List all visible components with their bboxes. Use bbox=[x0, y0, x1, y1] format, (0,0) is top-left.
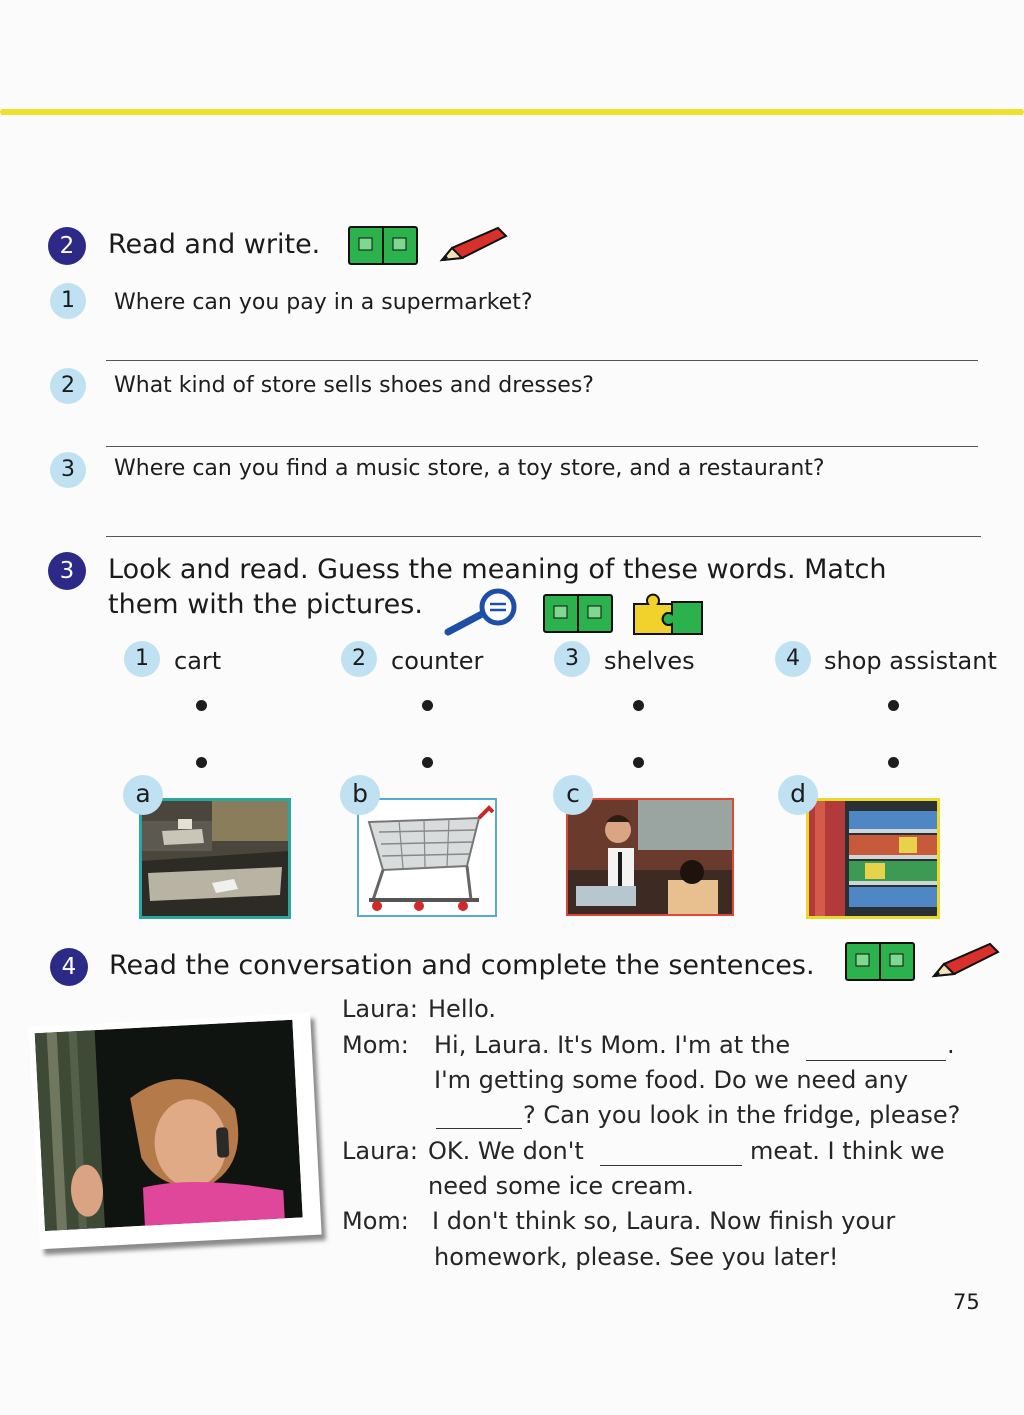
picture-d-shelves-photo bbox=[806, 798, 940, 919]
word-4-text: shop assistant bbox=[824, 647, 997, 675]
word-1-number: 1 bbox=[124, 641, 160, 677]
picture-d-label: d bbox=[778, 775, 818, 815]
picture-b-label: b bbox=[340, 775, 380, 815]
match-dot-word-3[interactable] bbox=[633, 700, 644, 711]
line-1-text: Hello. bbox=[428, 995, 497, 1023]
pencil-icon bbox=[436, 222, 510, 266]
speaker-laura-2: Laura: bbox=[342, 1137, 418, 1165]
blank-1[interactable] bbox=[806, 1042, 946, 1061]
word-4-number: 4 bbox=[775, 641, 811, 677]
word-2-number: 2 bbox=[341, 641, 377, 677]
match-dot-picture-a[interactable] bbox=[196, 757, 207, 768]
exercise-4-number: 4 bbox=[50, 948, 88, 986]
speaker-mom-2: Mom: bbox=[342, 1207, 409, 1235]
match-dot-picture-d[interactable] bbox=[888, 757, 899, 768]
picture-c-shop-assistant-photo bbox=[566, 798, 734, 916]
picture-a-counter-photo bbox=[139, 798, 291, 919]
book-icon bbox=[347, 224, 419, 266]
blank-2[interactable] bbox=[436, 1110, 522, 1129]
line-8-text: homework, please. See you later! bbox=[434, 1243, 839, 1271]
picture-c-label: c bbox=[553, 775, 593, 815]
word-1-text: cart bbox=[174, 647, 222, 675]
question-2-number: 2 bbox=[50, 368, 86, 404]
word-2-text: counter bbox=[391, 647, 484, 675]
girl-on-phone-photo bbox=[28, 1013, 321, 1249]
exercise-3-title-line-1: Look and read. Guess the meaning of these words. Match bbox=[108, 554, 887, 585]
line-2-end: . bbox=[947, 1031, 955, 1059]
match-dot-picture-b[interactable] bbox=[422, 757, 433, 768]
magnifier-icon bbox=[442, 588, 526, 638]
picture-b-cart-photo bbox=[357, 798, 497, 917]
question-1-number: 1 bbox=[50, 283, 86, 319]
word-3-text: shelves bbox=[604, 647, 695, 675]
blank-3[interactable] bbox=[600, 1147, 742, 1166]
match-dot-word-1[interactable] bbox=[196, 700, 207, 711]
match-dot-word-4[interactable] bbox=[888, 700, 899, 711]
line-5-text-b: meat. I think we bbox=[750, 1137, 945, 1165]
line-2-text: Hi, Laura. It's Mom. I'm at the bbox=[434, 1031, 791, 1059]
line-3-text: I'm getting some food. Do we need any bbox=[434, 1066, 909, 1094]
line-4-text: ? Can you look in the fridge, please? bbox=[523, 1101, 961, 1129]
question-2-answer-line[interactable] bbox=[106, 446, 978, 447]
page-number: 75 bbox=[953, 1290, 980, 1314]
question-1-text: Where can you pay in a supermarket? bbox=[114, 290, 533, 315]
exercise-2-title: Read and write. bbox=[108, 229, 321, 260]
match-dot-word-2[interactable] bbox=[422, 700, 433, 711]
exercise-3-title-line-2: them with the pictures. bbox=[108, 589, 423, 620]
line-5-text-a: OK. We don't bbox=[428, 1137, 584, 1165]
pencil-icon bbox=[928, 938, 1002, 982]
speaker-mom-1: Mom: bbox=[342, 1031, 409, 1059]
question-2-text: What kind of store sells shoes and dresses? bbox=[114, 373, 594, 398]
question-1-answer-line[interactable] bbox=[106, 360, 978, 361]
word-3-number: 3 bbox=[554, 641, 590, 677]
picture-a-label: a bbox=[123, 775, 163, 815]
match-dot-picture-c[interactable] bbox=[633, 757, 644, 768]
question-3-number: 3 bbox=[50, 452, 86, 488]
top-rule bbox=[0, 109, 1024, 115]
exercise-3-number: 3 bbox=[48, 552, 86, 590]
book-icon bbox=[844, 940, 916, 982]
question-3-answer-line[interactable] bbox=[106, 536, 981, 537]
exercise-2-number: 2 bbox=[48, 227, 86, 265]
puzzle-icon bbox=[630, 592, 706, 636]
line-7-text: I don't think so, Laura. Now finish your bbox=[432, 1207, 896, 1235]
speaker-laura-1: Laura: bbox=[342, 995, 418, 1023]
line-6-text: need some ice cream. bbox=[428, 1172, 694, 1200]
exercise-4-title: Read the conversation and complete the sentences. bbox=[109, 950, 815, 981]
question-3-text: Where can you find a music store, a toy store, and a restaurant? bbox=[114, 456, 825, 481]
book-icon bbox=[542, 592, 614, 634]
